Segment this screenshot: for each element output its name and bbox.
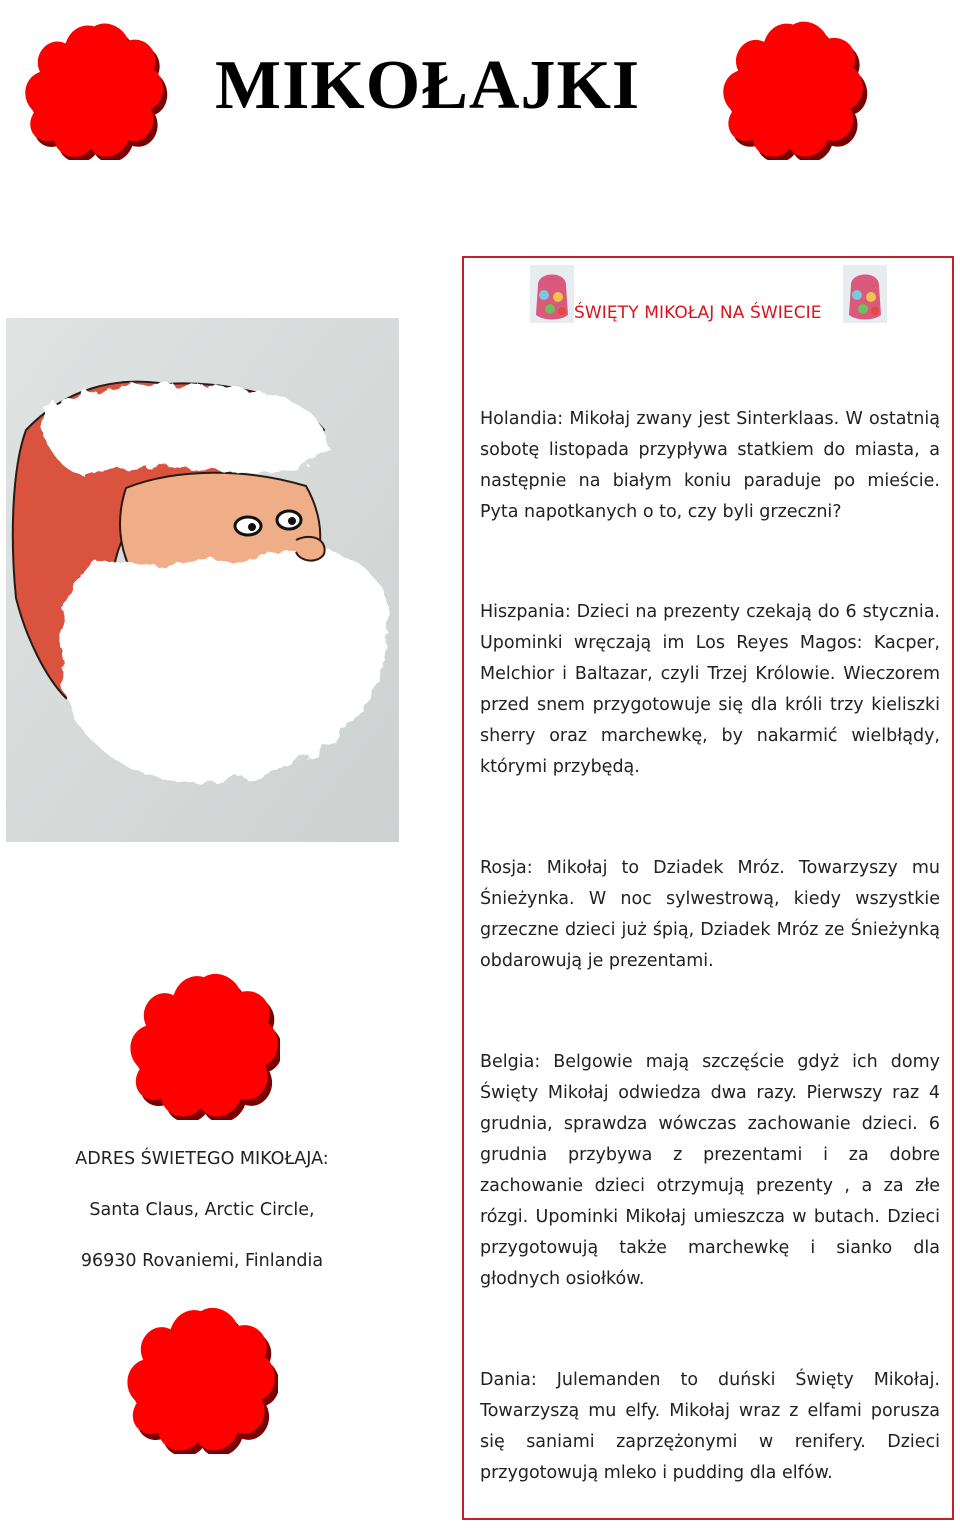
red-blob-top-left-icon [20,18,168,160]
paragraph-dania: Dania: Julemanden to duński Święty Mikołaj. Towarzyszą mu elfy. Mikołaj wraz z elfami porusza się saniami zaprzężonymi w renifery. Dzieci przygotowują mleko i pudding dla elfów. [480,1370,940,1483]
box-heading: ŚWIĘTY MIKOŁAJ NA ŚWIECIE [574,303,822,323]
gift-sack-right-icon [843,265,887,323]
santa-craft-photo [6,318,399,842]
red-blob-bottom-icon [124,1302,278,1454]
paragraph-belgia: Belgia: Belgowie mają szczęście gdyż ich domy Święty Mikołaj odwiedza dwa razy. Pierwszy raz 4 grudnia, sprawdza wówczas zachowanie dzieci. 6 grudnia przybywa z prezentami i za dobre zachowanie dzieci otrzymują prezenty , a za złe rózgi. Upominki Mikołaj umieszcza w butach. Dzieci przygotowują także marchewkę i sianko dla głodnych osiołków. [480,1052,940,1289]
paragraph-rosja: Rosja: Mikołaj to Dziadek Mróz. Towarzyszy mu Śnieżynka. W noc sylwestrową, kiedy wszystkie grzeczne dzieci już śpią, Dziadek Mróz ze Śnieżynką obdarowują je prezentami. [480,858,940,971]
address-line-2: 96930 Rovaniemi, Finlandia [80,1251,324,1271]
address-heading: ADRES ŚWIETEGO MIKOŁAJA: [75,1149,329,1169]
page-title: MIKOŁAJKI [215,47,641,124]
paragraph-hiszpania: Hiszpania: Dzieci na prezenty czekają do 6 stycznia. Upominki wręczają im Los Reyes Magos: Kacper, Melchior i Baltazar, czyli Trzej Królowie. Wieczorem przed snem przygotowuje się dla króli trzy kieliszki sherry oraz marchewkę, by nakarmić wielbłądy, którymi przybędą. [480,602,940,777]
gift-sack-left-icon [530,265,574,323]
red-blob-middle-icon [128,968,280,1120]
red-blob-top-right-icon [718,16,868,160]
paragraph-holandia: Holandia: Mikołaj zwany jest Sinterklaas. W ostatnią sobotę listopada przypływa statkiem do miasta, a następnie na białym koniu paraduje po mieście. Pyta napotkanych o to, czy byli grzeczni? [480,409,940,522]
address-line-1: Santa Claus, Arctic Circle, [89,1200,315,1220]
